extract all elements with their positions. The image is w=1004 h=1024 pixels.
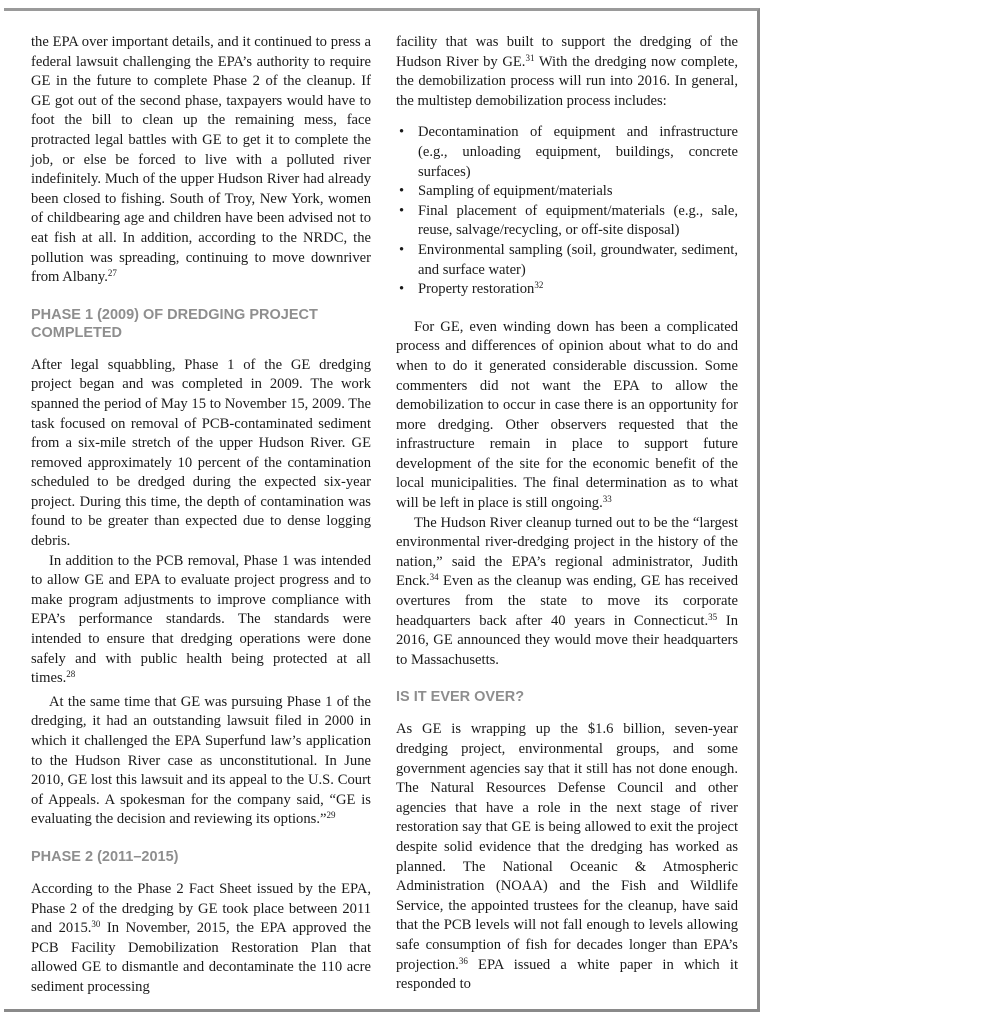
paragraph: the EPA over important details, and it continued to press a federal lawsuit challenging the EPA’s authority to require GE in the future to complete Phase 2 of the cleanup. If GE got out of the second phase, taxpayers would have to foot the bill to clean up the remaining mess, face protracted legal battles with GE to get it to complete the job, or else be forced to live with a polluted river indefinitely. Much of the upper Hudson River had already been closed to fishing. South of Troy, New York, women of childbearing age and children have been advised not to eat fish at all. In addition, according to the NRDC, the pollution was spreading, continuing to move downriver from Albany.$^{27}$ xyxy=(31,34,371,286)
paragraph: The Hudson River cleanup turned out to be the “largest environmental river-dredging project in the history of the nation,” said the EPA’s regional administrator, Judith Enck.$^{34}$ Even as the cleanup was ending, GE has received overtures from the state to move its corporate headquarters back after 40 years in Connecticut.$^{35}$ In 2016, GE announced they would move their headquarters to Massachusetts. xyxy=(396,514,738,668)
footnote-ref: 31 xyxy=(525,52,535,63)
list-item: • Environmental sampling (soil, groundwater, sediment, and surface water) xyxy=(399,241,738,278)
paragraph: At the same time that GE was pursuing Phase 1 of the dredging, it had an outstanding lawsuit filed in 2000 in which it challenged the EPA Superfund law’s application to the Hudson River case as unconstitutional. In June 2010, GE lost this lawsuit and its appeal to the U.S. Court of Appeals. A spokesman for the company said, “GE is evaluating the decision and reviewing its options.”$^{29}$ xyxy=(31,693,371,828)
list-item: • Final placement of equipment/materials (e.g., sale, reuse, salvage/recycling, or off-site disposal) xyxy=(399,202,738,239)
demobilization-steps-list xyxy=(396,123,738,299)
footnote-ref: 29 xyxy=(326,810,336,821)
footnote-ref: 27 xyxy=(107,268,117,279)
paragraph: In addition to the PCB removal, Phase 1 was intended to allow GE and EPA to evaluate project progress and to make program adjustments to improve compliance with EPA’s performance standards. The standards were intended to ensure that dredging operations were done safely and with public health being protected at all times.$^{28}$ xyxy=(31,552,371,687)
section-heading-phase2: PHASE 2 (2011–2015) xyxy=(31,848,179,865)
footnote-ref: 35 xyxy=(708,611,718,622)
bullet-icon: • xyxy=(399,202,405,219)
list-item: • Property restoration$^{32}$ xyxy=(396,280,738,300)
footnote-ref: 33 xyxy=(602,494,612,505)
bullet-icon: • xyxy=(399,281,405,298)
section-heading-phase1: PHASE 1 (2009) OF DREDGING PROJECT COMPLETED xyxy=(31,306,318,341)
paragraph: facility that was built to support the dredging of the Hudson River by GE.$^{31}$ With the dredging now complete, the demobilization process will run into 2016. In general, the multistep demobilization process includes: xyxy=(396,34,738,109)
footnote-ref: 32 xyxy=(534,280,544,291)
bullet-icon: • xyxy=(399,241,405,258)
bullet-icon: • xyxy=(399,124,405,141)
book-page xyxy=(4,8,760,1012)
right-column xyxy=(396,33,738,995)
footnote-ref: 34 xyxy=(429,572,439,583)
footnote-ref: 36 xyxy=(458,955,468,966)
list-item: • Decontamination of equipment and infrastructure (e.g., unloading equipment, buildings, concrete surfaces) xyxy=(399,124,738,180)
paragraph: As GE is wrapping up the $1.6 billion, seven-year dredging project, environmental groups, and some government agencies say that it still has not done enough. The Natural Resources Defense Council and other agencies that have a role in the next stage of river restoration say that GE is being allowed to exit the project despite solid evidence that the dredging has worked as planned. The National Oceanic & Atmospheric Administration (NOAA) and the Fish and Wildlife Service, the appointed trustees for the cleanup, have said that the PCB levels will not fall enough to levels allowing safe consumption of fish for decades longer than EPA’s projection.$^{36}$ EPA issued a white paper in which it responded to xyxy=(396,721,738,993)
footnote-ref: 28 xyxy=(66,669,76,680)
paragraph: For GE, even winding down has been a complicated process and differences of opinion about what to do and when to do it generated considerable discussion. Some commenters did not want the EPA to allow the demobilization to occur in case there is an opportunity for more dredging. Other observers requested that the infrastructure remain in place to support future development of the site for the economic benefit of the local municipalities. The final determination as to what will be left in place is still ongoing.$^{33}$ xyxy=(396,318,738,512)
paragraph: After legal squabbling, Phase 1 of the GE dredging project began and was completed in 2009. The work spanned the period of May 15 to November 15, 2009. The task focused on removal of PCB-contaminated sediment from a six-mile stretch of the upper Hudson River. GE removed approximately 10 percent of the contamination scheduled to be dredged during the expected six-year project. During this time, the depth of contamination was found to be greater than expected due to dense logging debris. xyxy=(31,356,371,550)
footnote-ref: 30 xyxy=(91,919,101,930)
paragraph: According to the Phase 2 Fact Sheet issued by the EPA, Phase 2 of the dredging by GE took place between 2011 and 2015.30 In November, 2015, the EPA approved the PCB Facility Demobilization Restoration Plan that allowed GE to dismantle and decontaminate the 110 acre sediment processing xyxy=(31,880,371,995)
section-heading-is-it-ever-over: IS IT EVER OVER? xyxy=(396,689,525,706)
left-column xyxy=(31,33,371,998)
bullet-icon: • xyxy=(399,183,405,200)
list-item: • Sampling of equipment/materials xyxy=(396,182,738,202)
